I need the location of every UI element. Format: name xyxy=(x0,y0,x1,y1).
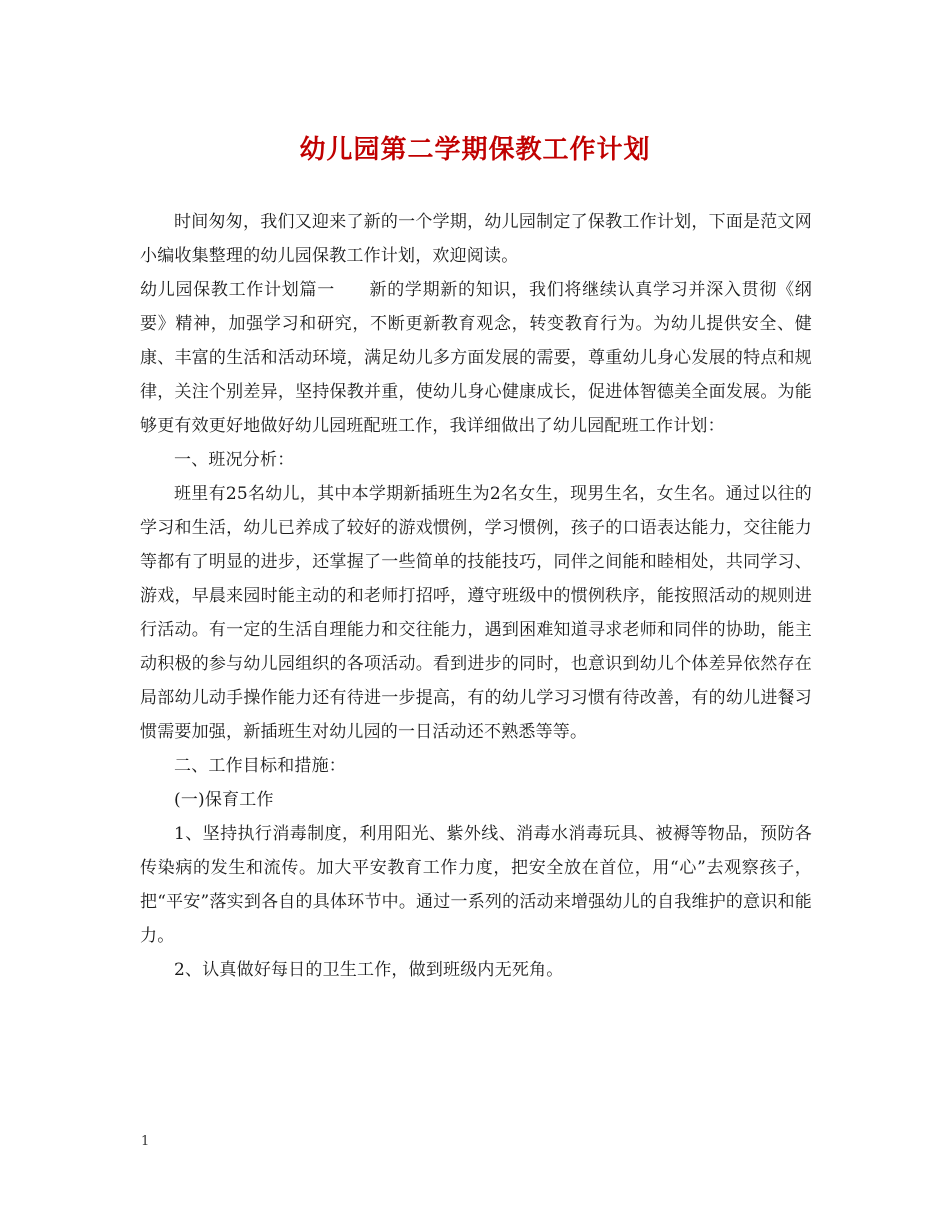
document-title: 幼儿园第二学期保教工作计划 xyxy=(299,135,651,165)
subsection-heading-care-work: (一)保育工作 xyxy=(174,790,274,810)
class-analysis-paragraph: 班里有25名幼儿，其中本学期新插班生为2名女生，现男生名，女生名。通过以往的学习和生活，幼儿已养成了较好的游戏惯例，学习惯例，孩子的口语表达能力，交往能力等都有了明显的进步，还掌握了一些简单的技能技巧，同伴之间能和睦相处，共同学习、游戏，早晨来园时能主动的和老师打招呼，遵守班级中的惯例秩序，能按照活动的规则进行活动。有一定的生活自理能力和交往能力，遇到困难知道寻求老师和同伴的协助，能主动积极的参与幼儿园组织的各项活动。看到进步的同时，也意识到幼儿个体差异依然存在局部幼儿动手操作能力还有待进一步提高，有的幼儿学习习惯有待改善，有的幼儿进餐习惯需要加强，新插班生对幼儿园的一日活动还不熟悉等等。 xyxy=(140,484,812,742)
care-item-2: 2、认真做好每日的卫生工作，做到班级内无死角。 xyxy=(174,960,564,980)
intro-paragraph: 时间匆匆，我们又迎来了新的一个学期，幼儿园制定了保教工作计划，下面是范文网小编收集整理的幼儿园保教工作计划，欢迎阅读。 xyxy=(140,212,812,266)
care-item-1: 1、坚持执行消毒制度，利用阳光、紫外线、消毒水消毒玩具、被褥等物品，预防各传染病的发生和流传。加大平安教育工作力度，把安全放在首位，用“心”去观察孩子，把“平安”落实到各自的具体环节中。通过一系列的活动来增强幼儿的自我维护的意识和能力。 xyxy=(140,824,812,946)
section-heading-goals: 二、工作目标和措施： xyxy=(174,756,346,776)
plan-intro-text: 新的学期新的知识，我们将继续认真学习并深入贯彻《纲要》精神，加强学习和研究，不断更新教育观念，转变教育行为。为幼儿提供安全、健康、丰富的生活和活动环境，满足幼儿多方面发展的需要，尊重幼儿身心发展的特点和规律，关注个别差异，坚持保教并重，使幼儿身心健康成长，促进体智德美全面发展。为能够更有效更好地做好幼儿园班配班工作，我详细做出了幼儿园配班工作计划： xyxy=(140,280,813,436)
section-heading-plan-one: 幼儿园保教工作计划篇一 xyxy=(140,280,335,300)
document-body xyxy=(140,205,812,987)
plan-paragraph xyxy=(140,273,812,443)
section-heading-class-analysis: 一、班况分析： xyxy=(174,450,295,470)
page-number: 1 xyxy=(141,1134,150,1149)
